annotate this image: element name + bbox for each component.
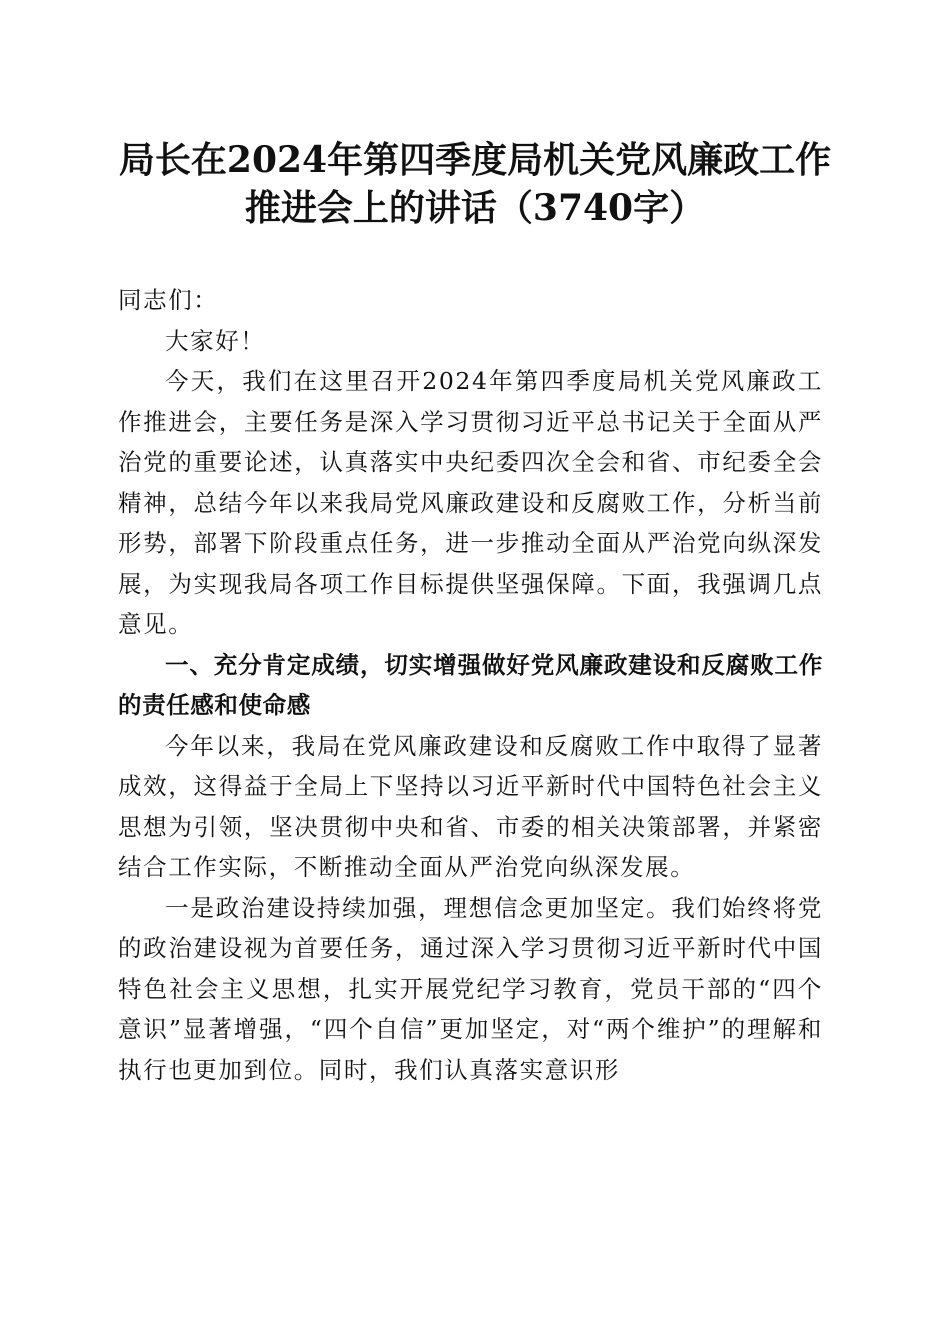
achievements-paragraph: 今年以来，我局在党风廉政建设和反腐败工作中取得了显著成效，这得益于全局上下坚持以习近平新时代中国特色社会主义思想为引领，坚决贯彻中央和省、市委的相关决策部署，并紧密结合工作实际，不断推动全面从严治党向纵深发展。 xyxy=(118,731,823,881)
document-body xyxy=(118,280,823,1090)
greeting: 大家好！ xyxy=(165,326,266,355)
political-building-lead: 一是政治建设持续加强，理想信念更加坚定。 xyxy=(165,893,672,922)
document-title xyxy=(60,136,890,232)
political-building-body: 我们始终将党的政治建设视为首要任务，通过深入学习贯彻习近平新时代中国特色社会主义思想，扎实开展党纪学习教育，党员干部的“四个意识”显著增强，“四个自信”更加坚定，对“两个维护”的理解和执行也更加到位。同时，我们认真落实意识形 xyxy=(118,893,823,1084)
title-line-2: 推进会上的讲话（3740字） xyxy=(244,187,706,229)
salutation: 同志们： xyxy=(118,286,219,314)
intro-paragraph: 今天，我们在这里召开2024年第四季度局机关党风廉政工作推进会，主要任务是深入学习贯彻习近平总书记关于全面从严治党的重要论述，认真落实中央纪委四次全会和省、市纪委全会精神，总结今年以来我局党风廉政建设和反腐败工作，分析当前形势，部署下阶段重点任务，进一步推动全面从严治党向纵深发展，为实现我局各项工作目标提供坚强保障。下面，我强调几点意见。 xyxy=(118,367,823,638)
title-line-1: 局长在2024年第四季度局机关党风廉政工作 xyxy=(118,139,832,181)
section-heading-1: 一、充分肯定成绩，切实增强做好党风廉政建设和反腐败工作的责任感和使命感 xyxy=(118,650,823,719)
political-building-paragraph xyxy=(118,888,823,1091)
